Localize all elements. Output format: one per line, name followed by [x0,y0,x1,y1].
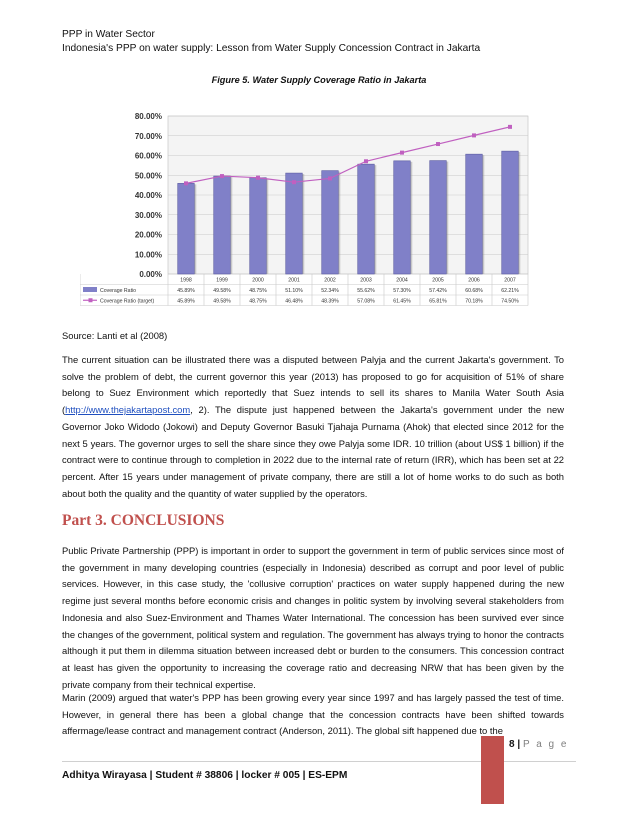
line-data-label: 70.18% [465,298,483,305]
paragraph-text: , 2). The dispute just happened between the Jakarta's government under the new Governor Joko Widodo (Jokowi) and Deputy Governor Basuki Tjahaja Purnama (Ahok) that elected since 2012 for the next 5 years. The governor urges to sell the share since they owe Palyja some IDR. 10 trillion (about US$ 1 billion) if the contract were to continue through to completion in 2022 due to the internal rate of return (IRR), which has been set at 22 percent. After 15 years under management of private company, there are still a lot of home works to do such as both about both the quality and the quantity of water supplied by the operators. [62,404,564,499]
jakartapost-link[interactable]: http://www.thejakartapost.com [65,404,191,416]
y-tick-label: 40.00% [134,191,162,200]
line-data-label: 48.75% [249,298,267,305]
x-tick-label: 2004 [396,277,408,284]
coverage-bar [250,178,267,274]
coverage-bar [430,161,447,274]
coverage-bar [214,176,231,274]
x-tick-label: 2005 [432,277,444,284]
section-heading: Part 3. CONCLUSIONS [62,512,225,529]
page-number-block [509,739,568,750]
bar-data-label: 60.68% [465,288,483,294]
paragraph-marin: Marin (2009) argued that water's PPP has been growing every year since 1997 and has largely passed the test of time. However, in general there has been a global change that the concession contracts have been shifted towards affermage/lease contract and management contract (Anderson, 2011). The global sift happened due to the [62,692,564,737]
coverage-bar [322,171,339,274]
y-tick-label: 0.00% [139,270,162,279]
bar-data-label: 49.58% [213,288,231,294]
header-subtitle: Indonesia's PPP on water supply: Lesson from Water Supply Concession Contract in Jakarta [62,43,481,54]
target-point [436,142,440,146]
target-point [184,181,188,185]
line-data-label: 74.50% [501,298,519,305]
coverage-ratio-chart [80,104,540,322]
figure-source: Source: Lanti et al (2008) [62,330,168,341]
coverage-bar [358,164,375,274]
line-data-label: 46.48% [285,298,303,305]
paragraph-conclusions: Public Private Partnership (PPP) is important in order to support the government in term of public services since most of the government in many developing countries (especially in Indonesia) described as corrupt and poor level of public services. However, in this case study, the 'collusive corruption' practices on water supply happened during the new regime just several months before economic crisis and changes in politic system by involving several stakeholders from Indonesia and also Suez-Environment and Thames Water International. The concession has been survived ever since the changes of the government, political system and regulation. The government has always trying to honor the contracts although it put them in dilemma situation between increased debt or burden to the consumers. This concession contract at least has given the opportunity to increasing the coverage ratio and decreasing NRW that has been given by the private company from their technical expertise. [62,545,564,690]
bar-data-label: 57.30% [393,288,411,294]
y-tick-label: 10.00% [134,250,162,260]
line-data-label: 57.08% [357,298,375,305]
bar-data-label: 51.10% [285,288,303,294]
x-tick-label: 1998 [180,277,192,284]
figure-caption: Figure 5. Water Supply Coverage Ratio in Jakarta [211,75,427,85]
paragraph-text: The current situation can be illustrated there was a disputed between Palyja and the current Jakarta's government. To solve the problem of debt, the current governor this year (2013) has proposed to go for acquisition of 51% of share belong to Suez Environment which reportedly that Suez intends to sell its shares to Manila Water South Asia ( [62,354,564,416]
legend-label: Coverage Ratio (target) [100,298,155,305]
line-data-label: 61.45% [393,298,411,305]
y-tick-label: 20.00% [134,230,162,240]
bar-data-label: 48.75% [249,288,267,294]
target-point [400,151,404,155]
target-point [220,174,224,178]
coverage-bar [394,161,411,274]
y-tick-label: 70.00% [134,131,162,141]
line-data-label: 48.39% [321,298,339,305]
footer-author: Adhitya Wirayasa | Student # 38806 | locker # 005 | ES-EPM [62,770,348,781]
target-point [472,133,476,137]
legend-swatch-marker [89,298,93,302]
line-data-label: 65.81% [429,298,447,305]
header-title: PPP in Water Sector [62,29,155,40]
y-tick-label: 60.00% [134,151,162,161]
target-point [364,159,368,163]
target-point [328,176,332,180]
x-tick-label: 2006 [468,277,480,284]
coverage-bar [286,173,303,274]
page-separator: | [517,739,521,750]
y-tick-label: 80.00% [134,112,162,121]
x-tick-label: 1999 [216,277,228,284]
x-tick-label: 2003 [360,277,372,284]
bar-data-label: 55.62% [357,288,375,294]
x-tick-label: 2002 [324,277,336,284]
target-point [292,180,296,184]
bar-data-label: 45.89% [177,288,195,294]
target-point [256,176,260,180]
page-accent-box [481,736,504,804]
x-tick-label: 2001 [288,277,300,284]
legend-swatch-bar [83,287,97,292]
y-tick-label: 50.00% [134,171,162,181]
target-point [508,125,512,129]
bar-data-label: 62.21% [501,288,519,294]
line-data-label: 49.58% [213,298,231,305]
coverage-bar [502,151,519,274]
bar-data-label: 57.42% [429,288,447,294]
page-label: P a g e [522,739,569,750]
legend-label: Coverage Ratio [100,288,137,294]
bar-data-label: 52.34% [321,288,339,294]
coverage-bar [178,183,195,274]
y-tick-label: 30.00% [134,210,162,220]
coverage-bar [466,154,483,274]
x-tick-label: 2007 [504,277,516,284]
x-tick-label: 2000 [252,277,264,284]
page-number: 8 [509,739,515,750]
line-data-label: 45.89% [177,298,195,305]
paragraph-current-situation [62,352,564,502]
